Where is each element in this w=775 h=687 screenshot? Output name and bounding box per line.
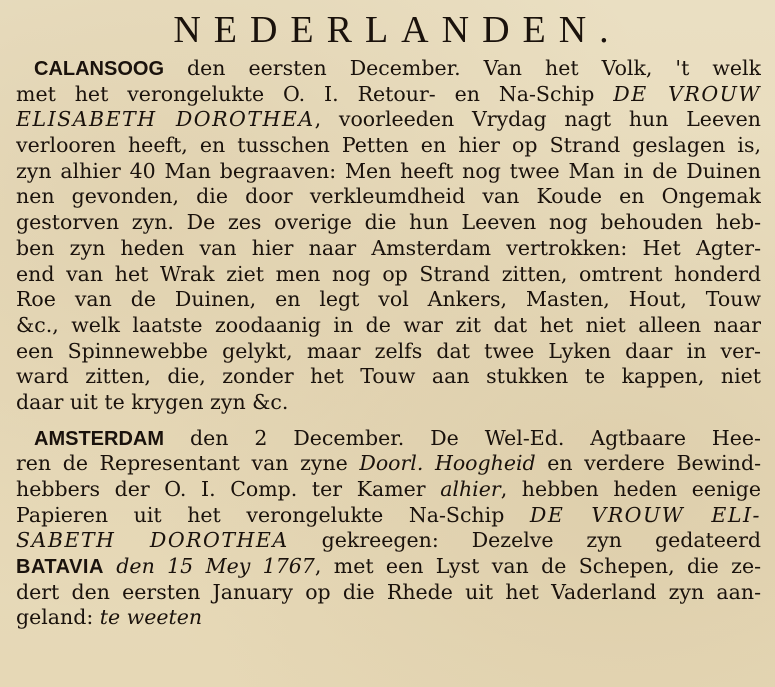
text-segment: , hebben heden eenige — [500, 477, 761, 501]
text-line — [16, 451, 761, 477]
dateline-calansoog: CALANSOOG — [34, 58, 164, 80]
text-segment: met het verongelukte O. I. Retour- en Na-Schip — [16, 81, 614, 106]
text-line: &c., welk laatste zoodaanig in de war zit dat het niet alleen naar — [16, 312, 761, 337]
text-line — [16, 528, 761, 554]
text-line: verlooren heeft, en tusschen Petten en hier op Strand geslagen is, — [16, 133, 761, 158]
section-heading: NEDERLANDEN. — [173, 9, 622, 51]
ship-name: ELISABETH DOROTHEA — [16, 107, 315, 132]
text-line — [16, 82, 761, 108]
text-segment: ren de Representant van zyne — [16, 451, 360, 476]
text-segment: Papieren uit het verongelukte Na-Schip — [16, 502, 530, 527]
text-line: zyn alhier 40 Man begraaven: Men heeft nog twee Man in de Duinen — [16, 158, 761, 183]
text-segment: geland: — [16, 605, 100, 630]
article-amsterdam — [16, 426, 761, 632]
text-line — [16, 554, 761, 580]
text-segment: , voorleeden Vrydag nagt hun Leeven — [314, 107, 761, 132]
article-calansoog — [16, 56, 761, 416]
text-line — [16, 503, 761, 529]
text-line — [16, 477, 761, 503]
text-line — [16, 426, 761, 452]
italic-word: alhier — [440, 477, 501, 501]
dateline-amsterdam: AMSTERDAM — [34, 427, 164, 450]
italic-title: Doorl. Hoogheid — [359, 451, 536, 476]
text-line: gestorven zyn. De zes overige die hun Leeven nog behouden heb- — [16, 210, 761, 235]
text-segment: hebbers der O. I. Comp. ter Kamer — [16, 477, 441, 501]
newspaper-page — [0, 10, 775, 687]
text-line: dert den eersten January op die Rhede uit het Vaderland zyn aan- — [16, 579, 761, 604]
text-line — [16, 56, 761, 82]
city-batavia: BATAVIA — [16, 556, 104, 579]
text-line: ben zyn heden van hier naar Amsterdam vertrokken: Het Agter- — [16, 235, 761, 260]
text-line — [16, 107, 761, 133]
text-line: daar uit te krygen zyn &c. — [16, 389, 289, 414]
italic-date: den 15 Mey 1767 — [103, 554, 315, 579]
text-line — [16, 605, 761, 631]
text-segment: gekreegen: Dezelve zyn gedateerd — [288, 528, 761, 553]
text-segment: en verdere Bewind- — [535, 451, 761, 476]
text-line: een Spinnewebbe gelykt, maar zelfs dat twee Lyken daar in ver- — [16, 338, 761, 363]
ship-name: DE VROUW ELI- — [529, 502, 761, 527]
ship-name: SABETH DOROTHEA — [16, 528, 289, 553]
ship-name: DE VROUW — [613, 81, 761, 106]
text-segment: den 2 December. De Wel-Ed. Agtbaare Hee- — [164, 425, 761, 450]
text-line: ward zitten, die, zonder het Touw aan stukken te kappen, niet — [16, 364, 761, 389]
text-line: nen gevonden, die door verkleumdheid van Koude en Ongemak — [16, 184, 761, 209]
paragraph-gap — [16, 416, 761, 426]
text-segment: , met een Lyst van de Schepen, die ze- — [314, 554, 761, 579]
text-line: end van het Wrak ziet men nog op Strand zitten, omtrent honderd — [16, 261, 761, 286]
text-segment: den eersten December. Van het Volk, 't welk — [164, 56, 761, 80]
text-line: Roe van de Duinen, en legt vol Ankers, Masten, Hout, Touw — [16, 287, 761, 312]
italic-word: te weeten — [99, 605, 203, 630]
